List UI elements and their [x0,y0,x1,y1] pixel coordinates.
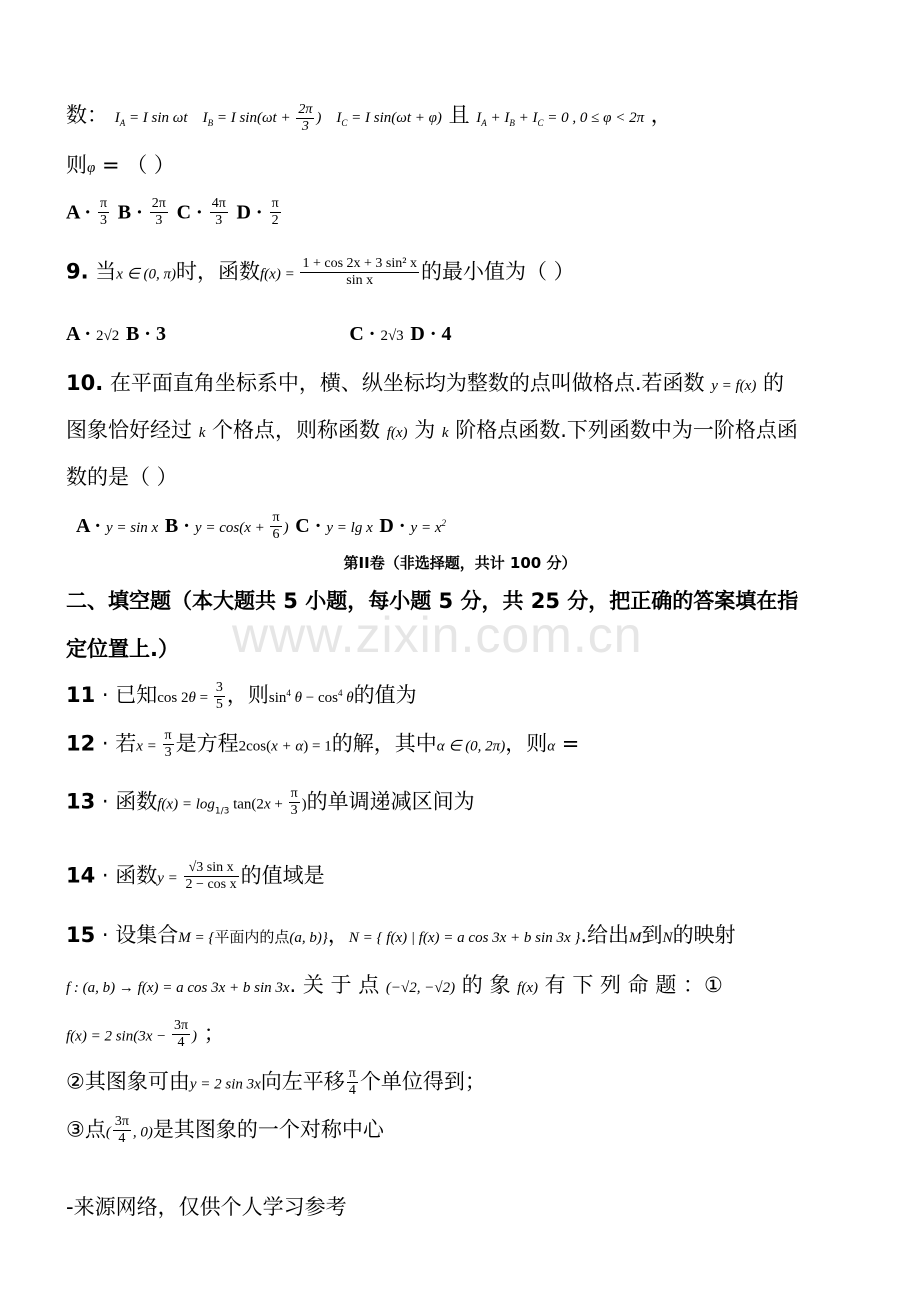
q15-line1: 15 · 设集合M = {平面内的点(a, b)}，N = { f(x) | f(x) = a cos 3x + b sin 3x }.给出M到N的映射 [66,923,736,947]
q8-line1: 数： $I_A = I$ sin ωt $I_B = I$ sin(ωt + $\frac{2\pi}{3}$ ) $I_C = I$ sin(ωt + φ) 且 $I_A + I_B + I_C = 0$ , 0 ≤ φ < 2π ， [66,102,672,135]
q8-options: A · $\frac{\pi}{3}$ B · $\frac{2\pi}{3}$ C · $\frac{4\pi}{3}$ D · $\frac{\pi}{2}$ [66,196,279,228]
watermark: www.zixin.com.cn [232,607,643,663]
q15-line3: f(x) = 2 sin(3x − $\frac{3\pi}{4}$ ) ； [66,1018,225,1050]
q14: 14 · 函数y = $\frac{\text{√3 sin x}}{\text{2 − cos x}}$ 的值域是 [66,860,325,892]
q15-line4: ②其图象可由y = 2 sin 3x向左平移 $\frac{\pi}{4}$ 个单位得到； [66,1066,486,1098]
q8-line2: 则φ = （ ） [66,153,175,177]
fill-heading-1: 二、填空题（本大题共 5 小题，每小题 5 分，共 25 分，把正确的答案填在指 [66,589,799,613]
q10-line3: 数的是（ ） [66,465,178,489]
q8-formula-visual: $I_A = I$ sin ωt $I_B = I$ sin(ωt + $\frac{2\pi}{3}$ ) $I_C = I$ sin(ωt + φ) [114,102,442,135]
q12: 12 · 若x = $\frac{\pi}{3}$ 是方程2cos(x + α) = 1的解，其中α ∈ (0, 2π)，则α = [66,728,580,760]
q10-line2: 图象恰好经过 k 个格点，则称函数 f(x) 为 k 阶格点函数.下列函数中为一阶格点函 [66,418,798,442]
q15-line5: ③点( $\frac{3\pi}{4}$ , 0)是其图象的一个对称中心 [66,1114,384,1146]
footer-note: -来源网络，仅供个人学习参考 [66,1195,347,1219]
q10-line1: 10. 在平面直角坐标系中，横、纵坐标均为整数的点叫做格点.若函数 y = f(x) 的 [66,371,785,395]
q15-line2: f : (a, b) → f(x) = a cos 3x + b sin 3x. 关 于 点 (−√2, −√2) 的 象 f(x) 有 下 列 命 题 ：① [66,973,723,997]
section-heading: 第II卷（非选择题，共计 100 分） [343,554,577,572]
fill-heading-2: 定位置上.） [66,637,179,661]
q9-options: A · 2√2 B · 3 C · 2√3 D · 4 [66,323,452,345]
q11: 11 · 已知cos 2θ = $\frac{3}{5}$ ，则$\sin^4 \theta - \cos^4 \theta$的值为 [66,679,417,712]
q10-options: A · y = sin x B · y = cos(x + $\frac{\pi}{6}$ ) C · y = lg x $D \cdot y = x^2$ [76,509,446,542]
q13: 13 · 函数$f(x) = \log_{1/3} \tan(2x$ + $\frac{\pi}{3}$ )的单调递减区间为 [66,786,475,818]
q9-question: 9. 当x ∈ (0, π)时，函数f(x) = $\frac{\text{1 + cos 2x + 3 sin² x}}{\text{sin x}}$ 的最小值为（ ） [66,256,575,288]
